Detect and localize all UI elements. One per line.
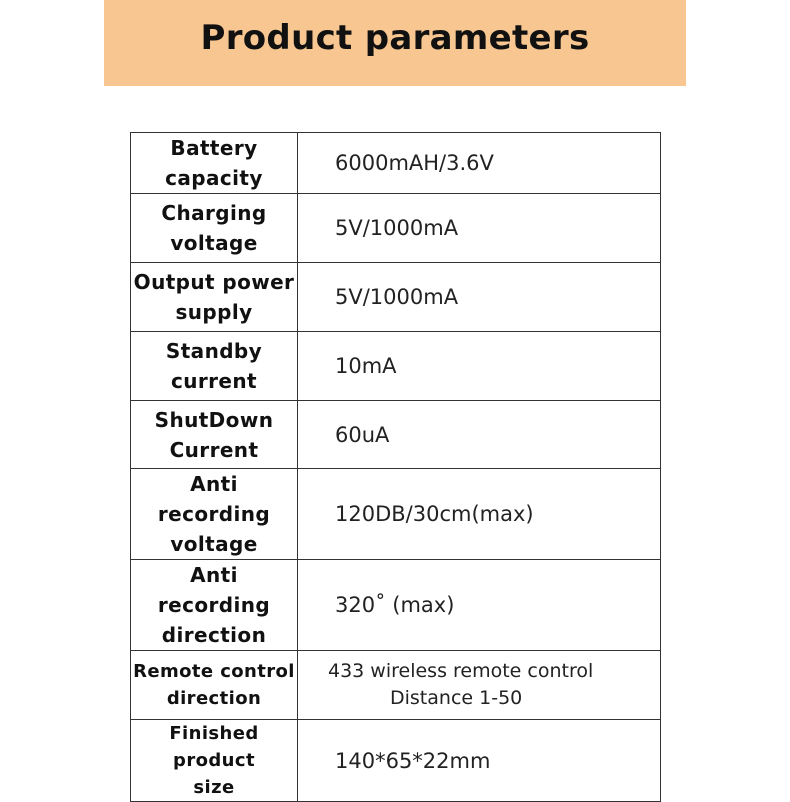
param-label-line: Anti recording [157, 563, 271, 617]
param-value [298, 263, 661, 332]
table-row [131, 651, 661, 720]
param-value-text: 433 wireless remote control [328, 660, 594, 682]
table-row [131, 332, 661, 401]
header-banner [104, 0, 686, 86]
param-label-line: voltage [170, 231, 258, 255]
table-row [131, 263, 661, 332]
param-label-line: voltage [170, 532, 258, 556]
table-row [131, 133, 661, 194]
param-value-text: 120DB/30cm(max) [335, 502, 534, 526]
table-row [131, 720, 661, 802]
param-label [131, 560, 298, 651]
param-label-line: direction [161, 623, 267, 647]
param-value [298, 469, 661, 560]
param-label [131, 401, 298, 469]
param-label-line: Remote control [133, 661, 295, 682]
param-label [131, 469, 298, 560]
param-label [131, 194, 298, 263]
param-value-text: Distance 1-50 [390, 687, 523, 709]
param-value [298, 720, 661, 802]
table-row [131, 194, 661, 263]
param-value [298, 401, 661, 469]
param-label-line: Charging [161, 201, 267, 225]
param-value-text: 5V/1000mA [335, 285, 459, 309]
table-row [131, 469, 661, 560]
table-row [131, 560, 661, 651]
param-label-line: Standby [165, 339, 263, 363]
param-label [131, 720, 298, 802]
param-label-line: Battery [170, 136, 258, 160]
param-label [131, 651, 298, 720]
page-title: Product parameters [200, 18, 590, 58]
param-value-text: 60uA [335, 422, 390, 447]
param-label-line: supply [175, 300, 253, 324]
param-value-text: 5V/1000mA [335, 216, 459, 240]
param-label-line: Current [169, 437, 259, 462]
param-label-line: Output power [133, 270, 295, 294]
param-value [298, 133, 661, 194]
param-label-line: capacity [165, 166, 263, 190]
param-value [298, 332, 661, 401]
param-label [131, 263, 298, 332]
param-label-line: Anti recording [157, 472, 271, 526]
param-value [298, 194, 661, 263]
param-label-line: size [193, 777, 235, 798]
table-row [131, 401, 661, 469]
param-value [298, 651, 661, 720]
product-parameters-table [130, 132, 661, 802]
param-label-line: ShutDown [154, 407, 274, 432]
param-value-text: 10mA [335, 354, 397, 378]
param-label-line: current [171, 369, 257, 393]
param-value-text: 320˚ (max) [335, 593, 455, 617]
param-label [131, 332, 298, 401]
param-value-text: 6000mAH/3.6V [335, 151, 494, 175]
param-label-line: Finished product [169, 723, 259, 771]
param-label [131, 133, 298, 194]
param-label-line: direction [166, 688, 262, 709]
param-value-text: 140*65*22mm [335, 748, 491, 773]
param-value [298, 560, 661, 651]
